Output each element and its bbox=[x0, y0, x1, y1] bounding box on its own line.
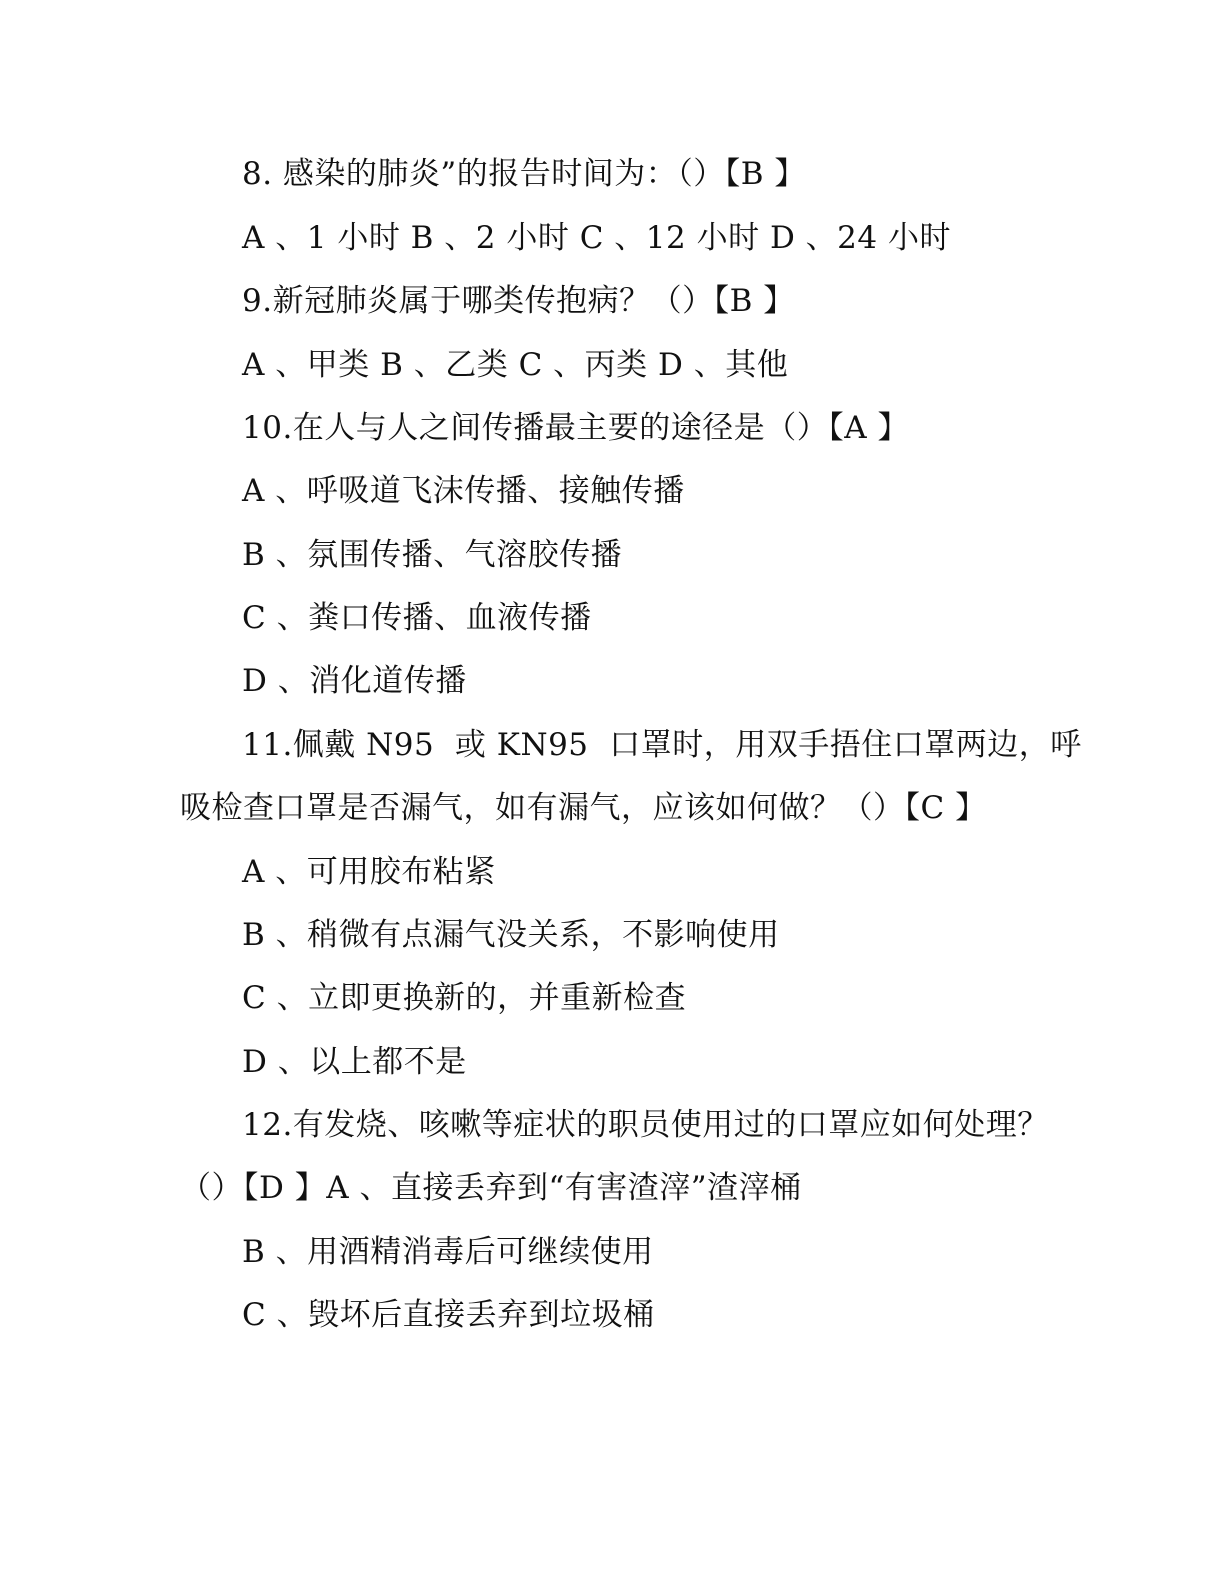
question-12-line-1: 12.有发烧、咳嗽等症状的职员使用过的口罩应如何处理？ bbox=[242, 1107, 1049, 1143]
question-12-line-2: （）【D 】A 、直接丢弃到“有害渣滓”渣滓桶 bbox=[180, 1170, 802, 1206]
question-10-option-c: C 、粪口传播、血液传播 bbox=[242, 600, 592, 636]
question-10-option-b: B 、氛围传播、气溶胶传播 bbox=[242, 537, 623, 573]
question-11-line-1: 11.佩戴 N95 或 KN95 口罩时，用双手捂住口罩两边，呼 bbox=[242, 727, 1082, 763]
question-11-option-a: A 、可用胶布粘紧 bbox=[242, 854, 496, 890]
question-10-option-a: A 、呼吸道飞沫传播、接触传播 bbox=[242, 473, 685, 509]
question-12-option-c: C 、毁坏后直接丢弃到垃圾桶 bbox=[242, 1297, 655, 1333]
question-8: 8. 感染的肺炎”的报告时间为：（）【B 】 bbox=[242, 156, 806, 192]
question-9: 9.新冠肺炎属于哪类传抱病？（）【B 】 bbox=[242, 283, 795, 319]
question-12-option-b: B 、用酒精消毒后可继续使用 bbox=[242, 1234, 654, 1270]
question-11-line-2: 吸检查口罩是否漏气，如有漏气，应该如何做？（）【C 】 bbox=[180, 790, 987, 826]
question-10-option-d: D 、消化道传播 bbox=[242, 663, 467, 699]
question-11-option-c: C 、立即更换新的，并重新检查 bbox=[242, 980, 687, 1016]
question-8-options: A 、1 小时 B 、2 小时 C 、12 小时 D 、24 小时 bbox=[242, 220, 951, 256]
question-11-option-b: B 、稍微有点漏气没关系，不影响使用 bbox=[242, 917, 780, 953]
question-11-option-d: D 、以上都不是 bbox=[242, 1044, 467, 1080]
question-9-options: A 、甲类 B 、乙类 C 、丙类 D 、其他 bbox=[242, 347, 789, 383]
question-10: 10.在人与人之间传播最主要的途径是（）【A 】 bbox=[242, 410, 910, 446]
